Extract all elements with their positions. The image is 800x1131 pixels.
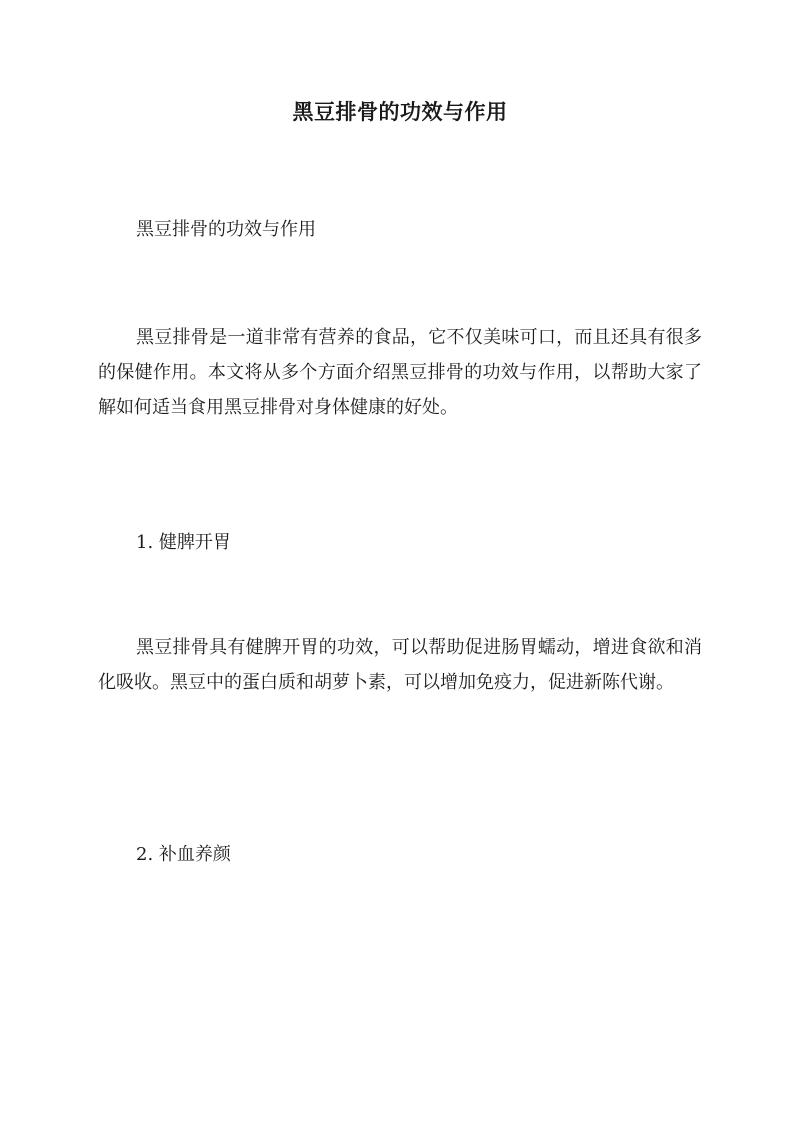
section-heading-2: 2. 补血养颜	[136, 844, 231, 865]
section-paragraph-1: 黑豆排骨具有健脾开胃的功效，可以帮助促进肠胃蠕动，增进食欲和消化吸收。黑豆中的蛋白质和胡萝卜素，可以增加免疫力，促进新陈代谢。	[98, 637, 702, 693]
intro-paragraph: 黑豆排骨是一道非常有营养的食品，它不仅美味可口，而且还具有很多的保健作用。本文将从多个方面介绍黑豆排骨的功效与作用，以帮助大家了解如何适当食用黑豆排骨对身体健康的好处。	[98, 327, 702, 418]
document-title: 黑豆排骨的功效与作用	[292, 99, 508, 124]
intro-heading: 黑豆排骨的功效与作用	[136, 219, 316, 240]
section-heading-1: 1. 健脾开胃	[136, 532, 231, 553]
